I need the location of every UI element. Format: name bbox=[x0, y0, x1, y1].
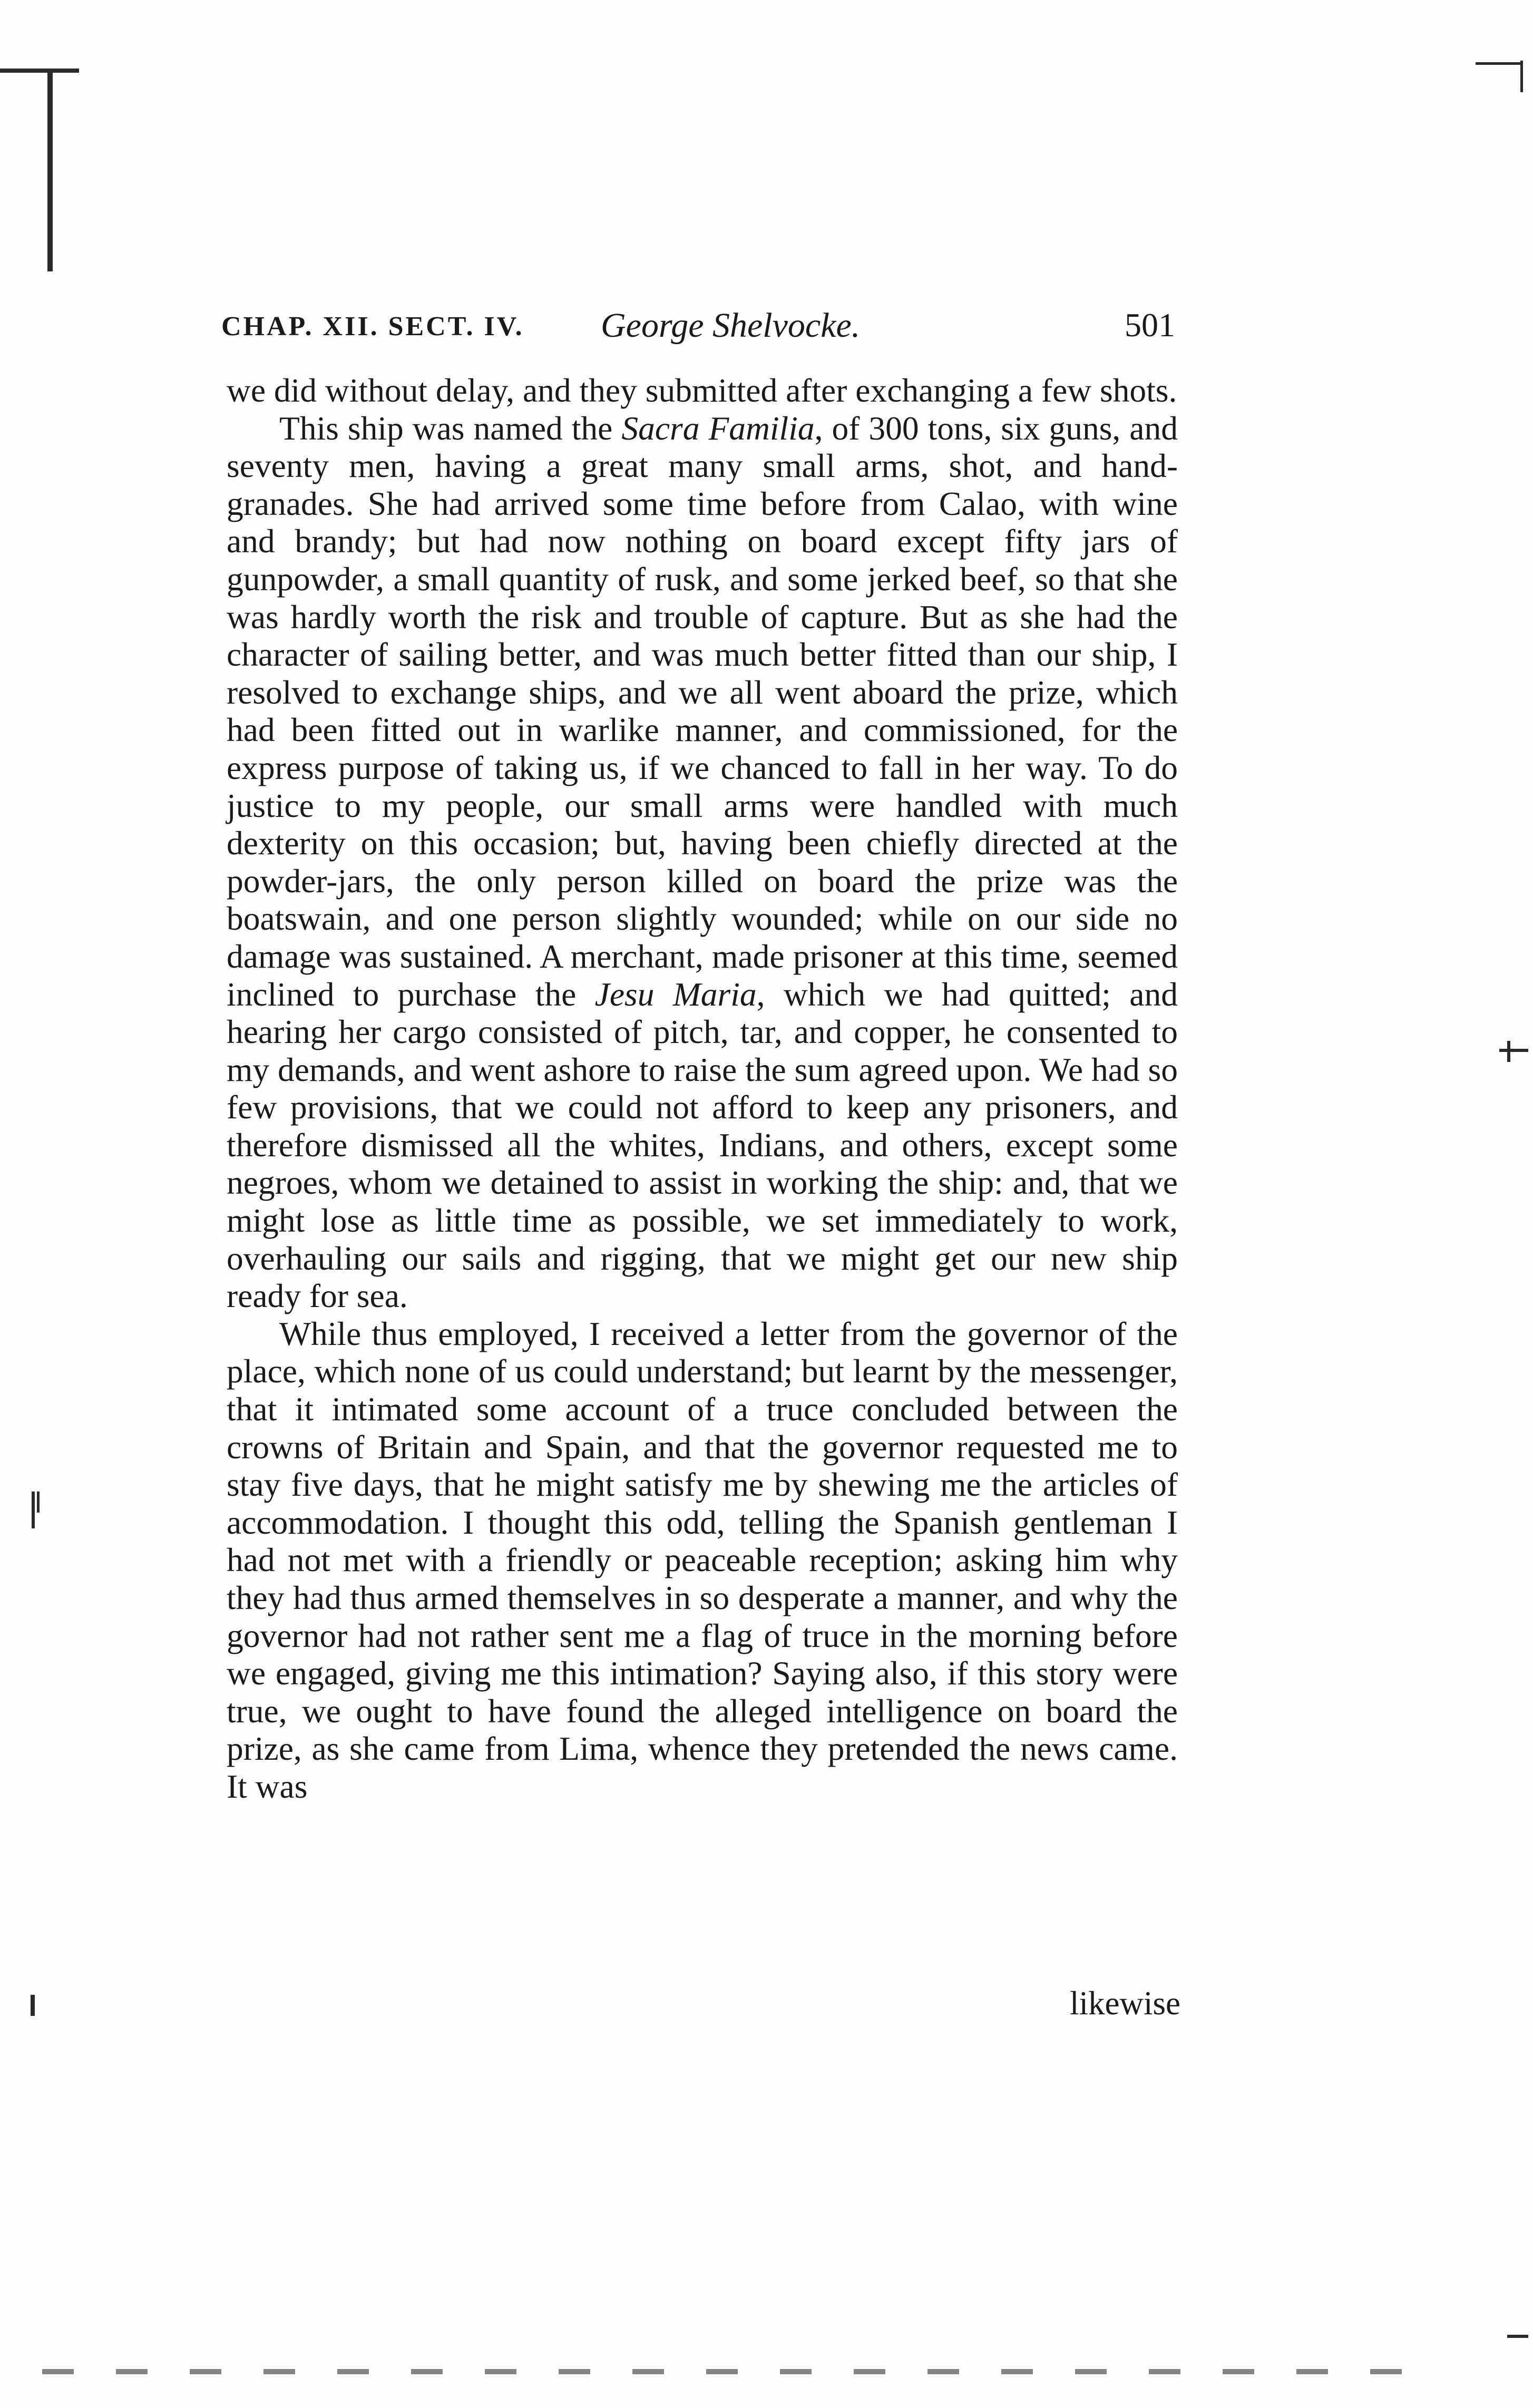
scan-edge-mark bbox=[1507, 1041, 1510, 1062]
ship-name: Jesu Maria bbox=[594, 975, 757, 1013]
scan-edge-mark bbox=[37, 1491, 40, 1513]
scan-edge-mark bbox=[32, 1491, 35, 1528]
scan-edge-mark bbox=[1520, 61, 1523, 92]
scan-edge-mark bbox=[31, 1995, 35, 2016]
paragraph: we did without delay, and they submitted after exchanging a few shots. bbox=[227, 372, 1177, 409]
scan-edge-mark bbox=[0, 69, 79, 73]
scan-edge-mark bbox=[1499, 1049, 1528, 1052]
body-text bbox=[227, 372, 1178, 1806]
ship-name: Sacra Familia bbox=[621, 409, 815, 447]
paragraph-text: This ship was named the bbox=[279, 409, 622, 447]
running-title: George Shelvocke. bbox=[601, 306, 861, 345]
running-header bbox=[221, 306, 1175, 353]
paragraph bbox=[227, 410, 1178, 1315]
paragraph: While thus employed, I received a letter from the governor of the place, which none of us could understand; but learnt by the messenger, that it intimated some account of a truce concluded between the crowns of Britain and Spain, and that the governor requested me to stay five days, that he might satisfy me by shewing me the articles of accommodation. I thought this odd, telling the Spanish gentleman I had not met with a friendly or peaceable reception; asking him why they had thus armed themselves in so desperate a manner, and why the governor had not rather sent me a flag of truce in the morning before we engaged, giving me this intimation? Saying also, if this story were true, we ought to have found the alleged intelligence on board the prize, as she came from Lima, whence they pretended the news came. It was bbox=[227, 1314, 1178, 1805]
scan-edge-mark bbox=[42, 2369, 1423, 2374]
chapter-section-label: CHAP. XII. SECT. IV. bbox=[221, 311, 524, 342]
paragraph-text: , which we had quitted; and hearing her cargo consisted of pitch, tar, and copper, he consented to my demands, and went ashore to raise the sum agreed upon. We had so few provisions, that we could not afford to keep any prisoners, and therefore dismissed all the whites, Indians, and others, except some negroes, whom we detained to assist in working the ship: and, that we might lose as little time as possible, we set immediately to work, overhauling our sails and rigging, that we might get our new ship ready for sea. bbox=[227, 975, 1178, 1315]
scan-edge-mark bbox=[47, 71, 53, 271]
scan-edge-mark bbox=[1507, 2335, 1528, 2338]
paragraph-text: , of 300 tons, six guns, and seventy men, having a great many small arms, shot, and hand-granades. She had arrived some time before from Calao, with wine and brandy; but had now nothing on board except fifty jars of gunpowder, a small quantity of rusk, and some jerked beef, so that she was hardly worth the risk and trouble of capture. But as she had the character of sailing better, and was much better fitted than our ship, I resolved to exchange ships, and we all went aboard the prize, which had been fitted out in warlike manner, and commissioned, for the express purpose of taking us, if we chanced to fall in her way. To do justice to my people, our small arms were handled with much dexterity on this occasion; but, having been chiefly directed at the powder-jars, the only person killed on board the prize was the boatswain, and one person slightly wounded; while on our side no damage was sustained. A merchant, made prisoner at this time, seemed inclined to purchase the bbox=[227, 409, 1178, 1013]
page-number: 501 bbox=[1125, 306, 1175, 344]
scan-edge-mark bbox=[1476, 62, 1523, 65]
catchword: likewise bbox=[1070, 1985, 1180, 2022]
